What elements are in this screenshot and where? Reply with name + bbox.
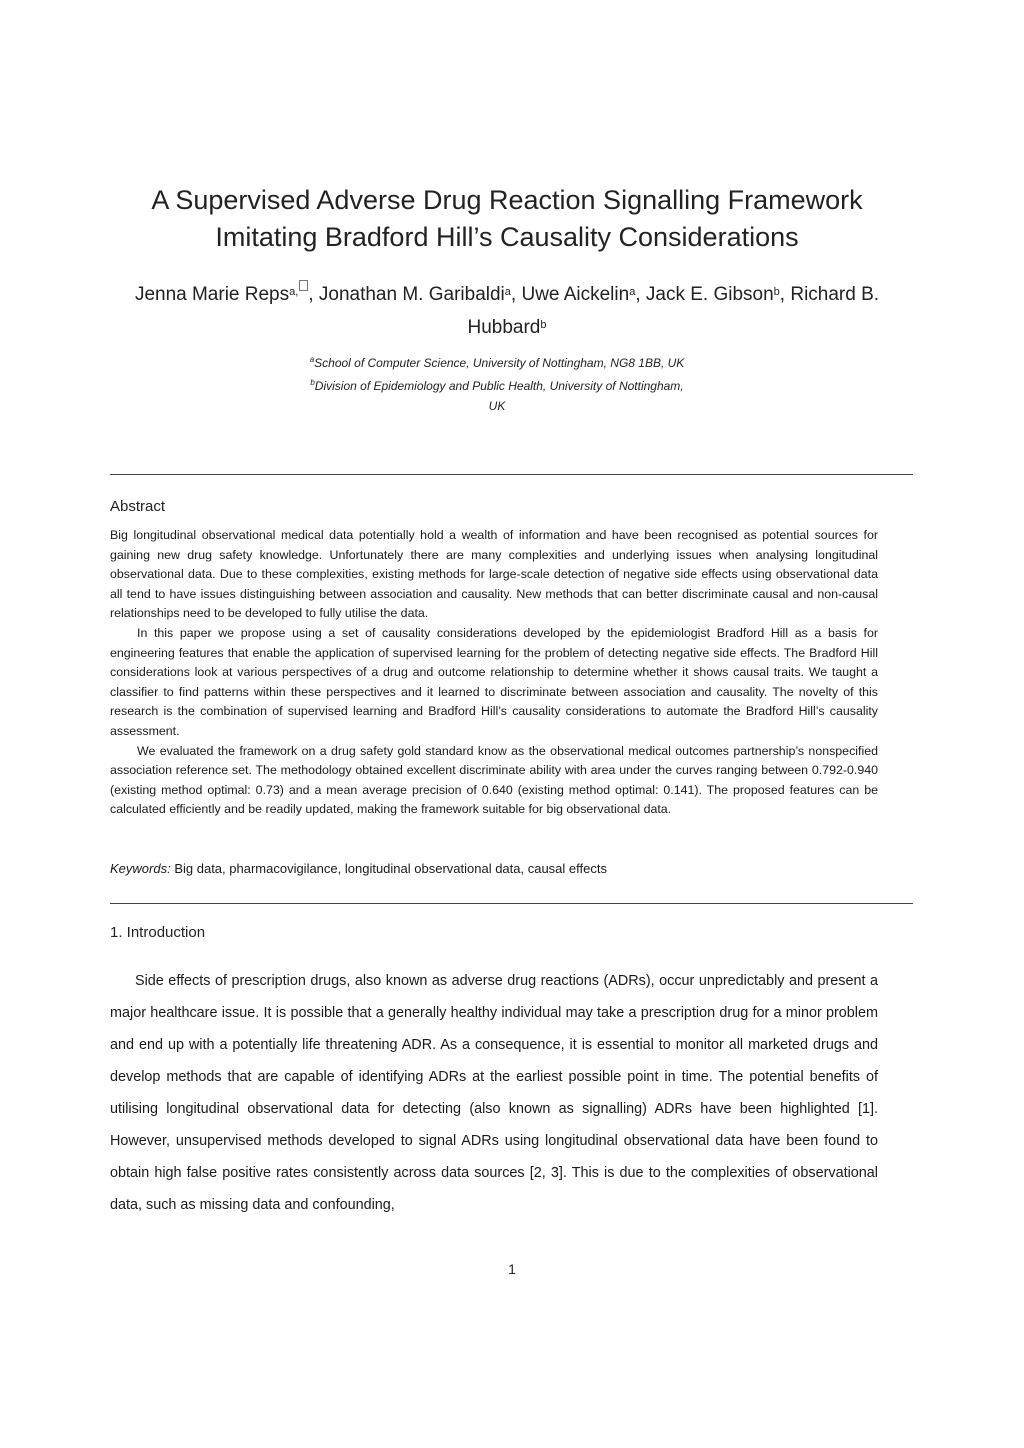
abstract-heading: Abstract: [110, 498, 166, 515]
author-name: Uwe Aickelin: [521, 284, 630, 305]
abstract-body: [110, 526, 878, 820]
author-affil-sup: b: [540, 319, 547, 331]
author-name: Hubbard: [467, 317, 541, 338]
corresponding-author-icon: [299, 280, 308, 291]
divider-top: [110, 474, 913, 475]
author-line-1: Jenna Marie Reps$^{a,}$ , Jonathan M. Garibaldi$^a$, Uwe Aickelin$^a$, Jack E. Gibson$^b$, Richard B.: [100, 278, 914, 311]
affiliations: [200, 350, 794, 416]
author-line-2: [100, 311, 914, 344]
abstract-paragraph: In this paper we propose using a set of causality considerations developed by the epidemiologist Bradford Hill as a basis for engineering features that enable the application of supervised learning for the problem of detecting negative side effects. The Bradford Hill considerations look at various perspectives of a drug and outcome relationship to determine whether it shows causal traits. We taught a classifier to find patterns within these perspectives and it learned to discriminate between association and causality. The novelty of this research is the combination of supervised learning and Bradford Hill’s causality considerations to automate the Bradford Hill’s causality assessment.: [110, 625, 878, 738]
affiliation-b: $^b$Division of Epidemiology and Public Health, University of Nottingham,: [310, 378, 684, 393]
title-line-1: A Supervised Adverse Drug Reaction Signalling Framework: [151, 185, 863, 215]
author-affil-sup: a: [629, 286, 636, 298]
author-affil-sup: b: [773, 286, 780, 298]
introduction-body: [110, 965, 878, 1221]
affiliation-a: $^a$School of Computer Science, University of Nottingham, NG8 1BB, UK: [309, 355, 685, 370]
divider-bottom: [110, 903, 913, 904]
title-line-2: Imitating Bradford Hill’s Causality Considerations: [215, 222, 799, 252]
keywords-label: Keywords:: [110, 861, 171, 876]
author-name: Jenna Marie Reps: [134, 284, 290, 305]
abstract-paragraph: Big longitudinal observational medical data potentially hold a wealth of information and have been recognised as potential sources for gaining new drug safety knowledge. Unfortunately there are many complexities and underlying issues when analysing longitudinal observational data. Due to these complexities, existing methods for large-scale detection of negative side effects using observational data all tend to have issues distinguishing between association and causality. New methods that can better discriminate causal and non-causal relationships need to be developed to fully utilise the data.: [110, 528, 878, 621]
author-affil-sup: a,: [289, 286, 308, 298]
affiliation-b-cont: UK: [488, 399, 506, 413]
keywords-text: Big data, pharmacovigilance, longitudinal observational data, causal effects: [174, 861, 607, 876]
author-name: Jack E. Gibson: [645, 284, 774, 305]
keywords: [110, 861, 607, 876]
author-list: [100, 278, 914, 344]
page-number: 1: [508, 1261, 516, 1277]
section-heading-introduction: 1. Introduction: [110, 924, 206, 941]
intro-paragraph: Side effects of prescription drugs, also known as adverse drug reactions (ADRs), occur unpredictably and present a major healthcare issue. It is possible that a generally healthy individual may take a prescription drug for a minor problem and end up with a potentially life threatening ADR. As a consequence, it is essential to monitor all marketed drugs and develop methods that are capable of identifying ADRs at the earliest possible point in time. The potential benefits of utilising longitudinal observational data for detecting (also known as signalling) ADRs have been highlighted [1]. However, unsupervised methods developed to signal ADRs using longitudinal observational data have been found to obtain high false positive rates consistently across data sources [2, 3]. This is due to the complexities of observational data, such as missing data and confounding,: [110, 973, 878, 1213]
author-name: Richard B.: [790, 284, 880, 305]
abstract-paragraph: We evaluated the framework on a drug safety gold standard know as the observational medical outcomes partnership’s nonspecified association reference set. The methodology obtained excellent discriminate ability with area under the curves ranging between 0.792-0.940 (existing method optimal: 0.73) and a mean average precision of 0.640 (existing method optimal: 0.141). The proposed features can be calculated efficiently and be readily updated, making the framework suitable for big observational data.: [110, 743, 878, 817]
author-affil-sup: a: [504, 286, 511, 298]
paper-title: [110, 182, 904, 256]
author-name: Jonathan M. Garibaldi: [318, 284, 505, 305]
